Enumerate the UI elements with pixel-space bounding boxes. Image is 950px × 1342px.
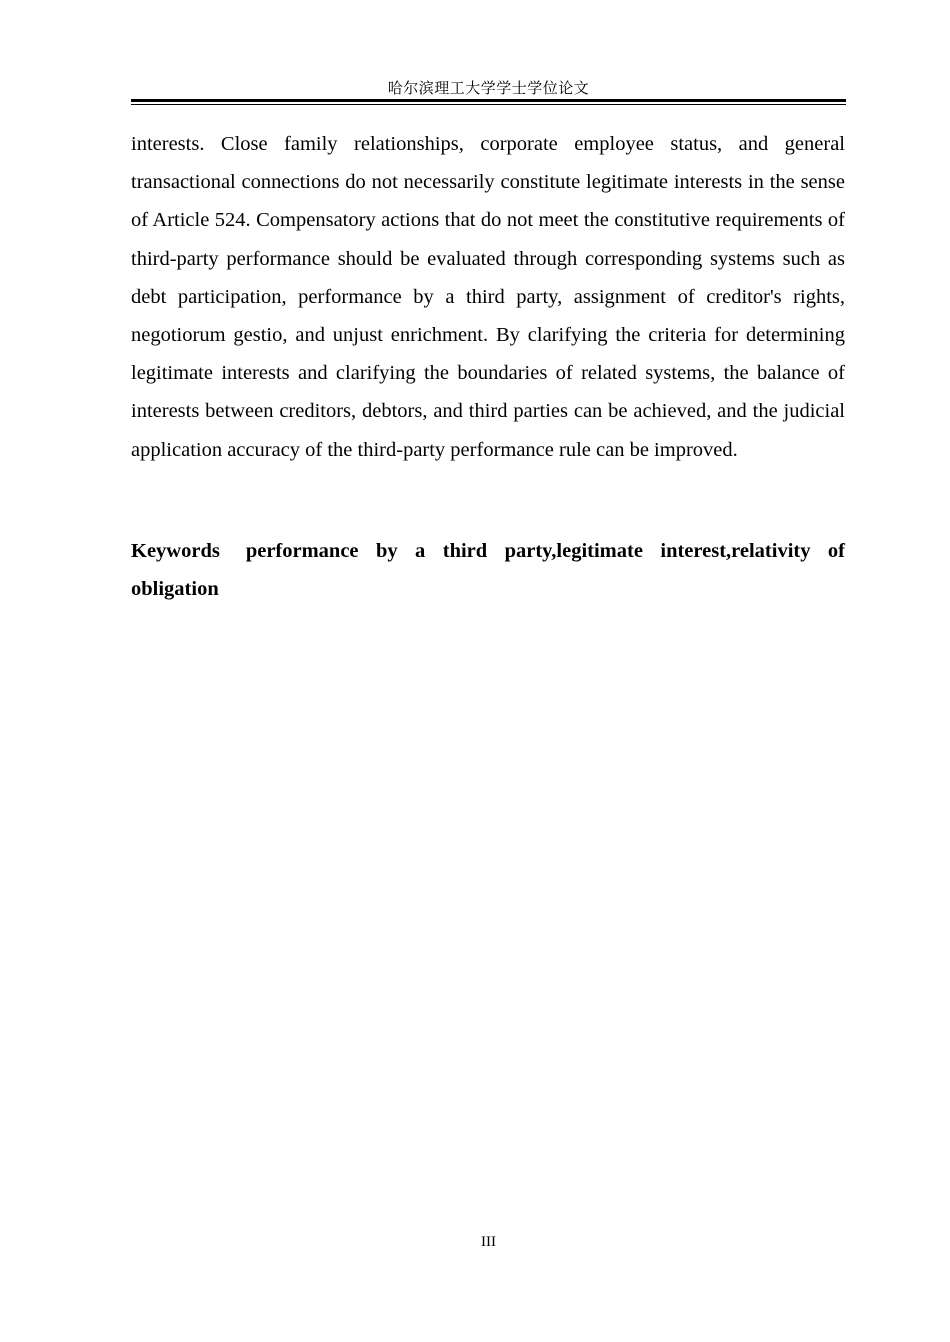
keywords-value: performance by a third party,legitimate interest,relativity of obligation	[131, 540, 845, 600]
keywords-label: Keywords	[131, 540, 220, 562]
page-number: III	[481, 1234, 496, 1250]
header-rule-thick	[131, 99, 846, 102]
running-header: 哈尔滨理工大学学士学位论文	[387, 79, 590, 97]
header-rule-thin	[131, 104, 846, 105]
abstract-paragraph: interests. Close family relationships, corporate employee status, and general transactional connections do not necessarily constitute legitimate interests in the sense of Article 524. Compensatory actions that do not meet the constitutive requirements of third-party performance should be evaluated through corresponding systems such as debt participation, performance by a third party, assignment of creditor's rights, negotiorum gestio, and unjust enrichment. By clarifying the criteria for determining legitimate interests and clarifying the boundaries of related systems, the balance of interests between creditors, debtors, and third parties can be achieved, and the judicial application accuracy of the third-party performance rule can be improved.	[131, 133, 845, 461]
keywords-line	[131, 532, 845, 608]
